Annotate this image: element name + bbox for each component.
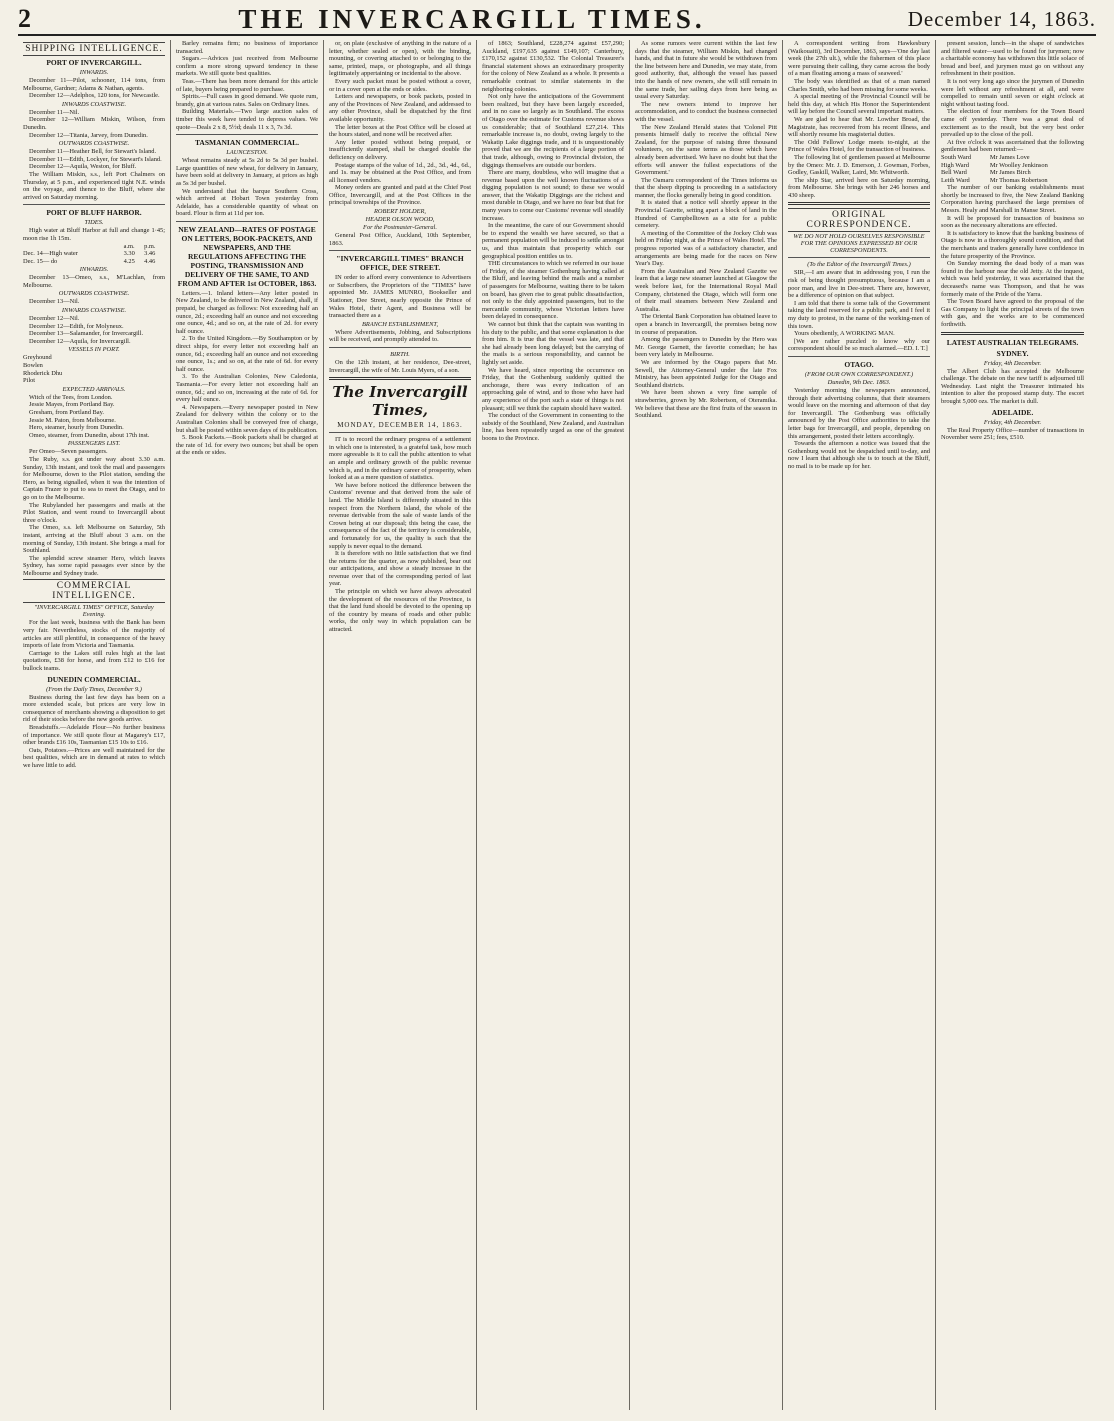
tide-table-head [23, 243, 165, 251]
tide-head-cell: a.m. [123, 242, 135, 250]
member-name: Mr Thomas Robertson [989, 176, 1048, 184]
expected-entry: Jessie Mayes, from Portland Bay. [29, 401, 115, 409]
news-paragraph: A correspondent writing from Hawkesbury (Waikouaiti), 3rd December, 1863, says—'One day last week (the 27th ult.), while the fishermen of this place were pursuing their calling, they came across the body of a man floating among a mass of seaweed.' [788, 40, 930, 78]
arrival-entry: December 13—Salamander, for Invercargill. [29, 330, 144, 338]
signature: HEADER OLSON WOOD, [365, 216, 435, 224]
commercial-paragraph: Building Materials.—Two large auction sales of timber this week have tended to depress values. We quote—Deals 2 x 8, 5½d; deals 11 x 3, 7s 3d. [176, 108, 318, 131]
editorial-paragraph: We have heard, since reporting the occurrence on Friday, that the Gothenburg suddenly quitted the anchorage, there was every indication of an approaching gale of wind, and to those who have had any experience of the port such a state of things is not pleasant; still we think the captain should have waited. [482, 366, 624, 412]
news-paragraph: A meeting of the Committee of the Jockey Club was held on Friday night, at the Prince of Wales Hotel. The progress reported was of a satisfactory character, and arrangements are being made for the races on New Year's Day. [635, 229, 777, 268]
tasmanian-paragraph: We understand that the barque Southern Cross, which arrived at Hobart Town yesterday from Adelaide, has a considerable quantity of wheat on board. Flour is firm at 11d per ton. [176, 187, 318, 218]
news-paragraph: We have been shown a very fine sample of strawberries, grown by Mr. Robertson, of Oteramika. We believe that these are the first fruits of the season in Southland. [635, 389, 777, 420]
otago-paragraph: It is satisfactory to know that the banking business of Otago is now in a thoroughly sound condition, and that the merchants and traders generally have confidence in the future prosperity of the Province. [941, 229, 1084, 260]
column-1 [18, 40, 171, 1410]
editorial-dateline: MONDAY, DECEMBER 14, 1863. [337, 421, 463, 430]
postage-paragraph: The letter boxes at the Post Office will be closed at the hours stated, and none will be received after. [329, 123, 471, 139]
otago-paragraph: On Sunday morning the dead body of a man was found in the harbour near the old Jetty. At the inquest, which was held yesterday, it was ascertained that the deceased's name was Thompson, and that he was formerly mate of the Pride of the Yarra. [941, 260, 1084, 298]
column-3 [324, 40, 477, 1410]
election-row [941, 169, 1084, 177]
arrivals-label: INWARDS COASTWISE. [61, 307, 127, 315]
inwards-entry: December 12—Adelphos, 120 tons, for Newcastle. [29, 92, 160, 100]
otago-paragraph: Yesterday morning the newspapers announced, through their advertising columns, that their steamers would leave on the morning and afternoon of that day for Invercargill. The Gothenburg was officially announced by the Post Office authorities to take the letter bags for Invercargill, and people, depending on this arrangement, posted their letters accordingly. [788, 387, 930, 440]
commercial-paragraph: Spirits.—Full cases in good demand. We quote rum, brandy, gin at various rates. Sales on Ordinary lines. [176, 93, 318, 108]
vessel-name: Rhoderick Dhu [23, 369, 63, 377]
divider [176, 134, 318, 135]
sydney-telegram: The Albert Club has accepted the Melbourne challenge. The debate on the new tariff is adjourned till Wednesday. Last night the Treasurer intimated his intention to alter the proposed stamp duty. The escort brought 5,000 ozs. The market is dull. [941, 367, 1084, 405]
ward-name: High Ward [941, 161, 969, 169]
otago-paragraph: The number of our banking establishments must shortly be increased to five, the New Zealand Banking Corporation having purchased the large premises of Messrs. Healy and Marshall in Manse Street. [941, 184, 1084, 215]
vessel-name: Greyhound [23, 354, 52, 362]
editorial-paragraph: There are many, doubtless, who will imagine that a revenue based upon the well known fluctuations of a digging population is not sound; to these we would answer, that the Wakatip Diggings are the richest and most durable in Otago, and we have no fear but that for many years to come our Customs' revenue will steadily increase. [482, 169, 624, 222]
arrival-entry: December 12—Nil. [29, 315, 80, 323]
tide-head-cell [23, 243, 124, 251]
shipping-paragraph: The splendid screw steamer Hero, which leaves Sydney, has some rapid passages ever since by the Melbourne and Sydney trade. [23, 554, 165, 577]
commercial-office: "INVERCARGILL TIMES" OFFICE, Saturday Evening. [34, 604, 154, 619]
election-row [941, 177, 1084, 185]
editorial-paragraph: In the meantime, the care of our Government should be to expend the wealth we have secured, so that a permanent population will be induced to settle amongst us, and thus maintain that prosperity which our geographical position entitles us to. [482, 222, 624, 260]
commercial-heading: COMMERCIAL INTELLIGENCE. [23, 579, 165, 603]
outwards-label: OUTWARDS COASTWISE. [58, 140, 130, 148]
editorial-paragraph: IT is to record the ordinary progress of a settlement in which one is interested, is a grateful task, how much more agreeable is it to call the public attention to what an ample and ordinary growth of the public revenue which is, and in the ordinary career of prosperity, when looked at as a mere question of statistics. [329, 436, 471, 482]
inwards-label: INWARDS. [79, 69, 109, 76]
editorial-paragraph: The conduct of the Government in consenting to the subsidy of the Southland, New Zealand, and Australian line, has been repeatedly urged as one of the greatest boons to the Province. [482, 412, 624, 442]
ward-name: South Ward [941, 153, 972, 161]
letter-paragraph: Yours obediently, A WORKING MAN. [794, 330, 895, 338]
otago-paragraph: present session, lunch—in the shape of sandwiches and filtered water—used to be found for jurymen; now a charitable economy has withdrawn this little solace of bread and beef, and jurymen must go on without any refreshment in their position. [941, 40, 1084, 78]
vessels-label: VESSELS IN PORT. [68, 346, 120, 354]
election-row [941, 154, 1084, 162]
tide-cell: 3.30 [123, 250, 135, 258]
postage-paragraph: Any letter posted without being prepaid, or insufficiently stamped, shall be charged double the deficiency on delivery. [329, 138, 471, 161]
otago-heading: OTAGO. [844, 360, 874, 369]
editorial-paragraph: Not only have the anticipations of the Government been realized, but they have been largely exceeded, and in no case so largely as in Southland. The excess of Otago over the estimate for Customs revenue shows us considerable; that of Southland £27,214. This remarkable increase is, no doubt, owing largely to the Wakatip Lake diggings trade, and it is unquestionably proved that we are the recipients of a large portion of that trade, although, owing to Provincial division, the diggings themselves are outside our borders. [482, 93, 624, 169]
divider [941, 332, 1084, 335]
tides-label: TIDES. [84, 219, 104, 227]
postage-paragraph: 2. To the United Kingdom.—By Southampton or by direct ships, for every letter not exceeding half an ounce, 6d.; exceeding half an ounce and not exceeding one ounce, 1s.; and so on, at the rate of 6d. for every half ounce. [176, 335, 318, 373]
outwards-label-2: OUTWARDS COASTWISE. [58, 290, 130, 298]
news-paragraph: The following list of gentlemen passed at Melbourne by the Omeo: Mr. J. D. Emerson, J. Gowman, Forbes, Godley, Gaskill, Walker, Laird, Mr. Whitworth. [788, 153, 930, 177]
divider [788, 202, 930, 205]
otago-date: Dunedin, 9th Dec. 1863. [827, 379, 891, 386]
tide-row [23, 250, 165, 258]
tasmanian-heading: TASMANIAN COMMERCIAL. [194, 138, 300, 148]
letter-paragraph: SIR,—I am aware that in addressing you, I run the risk of being thought presumptuous, because I am a poor man, and live in Dee-street. There are, however, be a difference of opinion on that subject. [788, 269, 930, 300]
branch-office-text: IN order to afford every convenience to Advertisers or Subscribers, the Proprietors of the "TIMES" have appointed Mr. JAMES MUNRO, Bookseller and Stationer, Dee Street, nearly opposite the Prince of Wales Hotel, their Agent, and Business will be transacted there as a [329, 274, 471, 320]
tide-cell: Dec. 15— do [23, 257, 58, 265]
divider [788, 257, 930, 258]
passengers-entry: Per Omeo—Seven passengers. [29, 448, 108, 456]
outwards-entry: December 11—Edith, Lockyer, for Stewart's Island. [29, 155, 162, 163]
otago-paragraph: It is not very long ago since the jurymen of Dunedin were left without any refreshment at all, and were compelled to remain until seven or eight o'clock at night without tasting food. [941, 77, 1084, 108]
news-paragraph: Among the passengers to Dunedin by the Hero was Mr. George Garnett, the favorite comedian; he has been very lately in Melbourne. [635, 336, 777, 359]
editorial-paper-title: The Invercargill Times, [332, 383, 468, 420]
shipping-paragraph: The Rubylanded her passengers and mails at the Pilot Station, and went round to Invercargill about three o'clock. [23, 501, 165, 524]
port-heading: PORT OF INVERCARGILL. [46, 58, 142, 67]
tide-cell: Dec. 14—High water [23, 250, 78, 258]
columns [18, 40, 1096, 1410]
election-table [941, 154, 1084, 184]
tasmanian-paragraph: Wheat remains steady at 5s 2d to 5s 3d per bushel. Large quantities of new wheat, for delivery in January, have been sold at delivery in January, at prices as high as 5s 3d per bushel. [176, 157, 318, 187]
news-paragraph: The new owners intend to improve her accommodation, and to conduct the business connected with the vessel. [635, 100, 777, 123]
news-paragraph: The body was identified as that of a man named Charles Smith, who had been missing for some weeks. [788, 77, 930, 93]
column-5 [630, 40, 783, 1410]
correspondence-heading: ORIGINAL CORRESPONDENCE. [788, 208, 930, 232]
vessel-name: Bowlen [23, 362, 43, 370]
member-name: Mr James Birch [989, 169, 1031, 177]
news-paragraph: The Odd Fellows' Lodge meets to-night, at the Prince of Wales Hotel, for the transaction of business. [788, 138, 930, 154]
news-paragraph: From the Australian and New Zealand Gazette we learn that a large new steamer launched at Glasgow the week before last, for the International Royal Mail Company, christened the Otago, which will form one of their mail steamers between New Zealand and Australia. [635, 267, 777, 313]
column-2 [171, 40, 324, 1410]
letter-paragraph: I am told that there is some talk of the Government taking the land reserved for a public park, and I feel it my duty to protest, in the name of the working-men of this town. [788, 299, 930, 330]
adelaide-date: Friday, 4th December. [983, 418, 1042, 426]
tide-cell: 4.25 [123, 257, 135, 265]
correspondence-note: WE DO NOT HOLD OURSELVES RESPONSIBLE FOR THE OPINIONS EXPRESSED BY OUR CORRESPONDENTS. [793, 233, 925, 255]
editorial-paragraph: We cannot but think that the captain was wanting in his duty to the public, and that some explanation is due from him. It is true that the vessel was late, and that she had already been long delayed; but the carrying of the mails is a serious responsibility, and cannot be lightly set aside. [482, 320, 624, 366]
editorial-paragraph: It is therefore with no little satisfaction that we find the returns for the quarter, as now published, bear out our anticipations, and show a steady increase in the revenue over that of the corresponding period of last year. [329, 550, 471, 588]
divider [176, 221, 318, 222]
shipping-paragraph: The Omeo, s.s. left Melbourne on Saturday, 5th instant, arriving at the Bluff about 3 a.m. on the morning of Sunday, 13th instant. She brings a mail for Southland. [23, 524, 165, 555]
sydney-date: Friday, 4th December. [983, 359, 1042, 367]
editorial-paragraph: of 1863; Southland, £228,274 against £57,290; Auckland, £197,635 against £149,107; Canterbury, £170,152 against £130,532. The Colonial Treasurer's financial statement shows an extraordinary prosperity for the colony of New Zealand as a whole. It presents a remarkable contrast to similar statements in the neighboring colonies. [482, 40, 624, 93]
expected-entry: Gresham, from Portland Bay. [29, 409, 105, 416]
vessel-name: Pilot [23, 377, 36, 385]
postage-paragraph: or, on plate (exclusive of anything in the nature of a letter, whether sealed or open), with the binding, mounting, or covering attached to or belonging to the same, printed, maps, or photographs, and all things legitimately appertaining or incidental to the above. [329, 40, 471, 78]
editorial-paragraph: We have before noticed the difference between the Customs' revenue and that derived from the sale of land. The Middle Island is differently situated in this respect from the Northern Island, the whole of the revenue derivable from the sale of waste lands of the Crown being at our disposal; this being the case, the consequence of the fact of the territory is considerable, and fortunately for us, the quality is such that the supply is never equal to the demand. [329, 481, 471, 550]
ward-name: Bell Ward [941, 169, 967, 177]
outwards-entry: December 12—Aquila, Weston, for Bluff. [29, 163, 137, 171]
coastwise-label: INWARDS COASTWISE. [61, 100, 127, 108]
divider [329, 347, 471, 348]
divider [329, 250, 471, 251]
otago-sub: (FROM OUR OWN CORRESPONDENT.) [804, 371, 914, 378]
outwards-entry: December 13—Nil. [29, 298, 80, 306]
postage-paragraph: Every such packet must be posted without a cover, or in a cover open at the ends or sides. [329, 77, 471, 93]
inwards-entry: December 13—Omeo, s.s., M'Lachlan, from Melbourne. [23, 274, 165, 289]
commercial-lead: Barley remains firm; no business of importance transacted. [176, 40, 318, 55]
editorial-paragraph: THE circumstances to which we referred in our issue of Friday, of the steamer Gothenburg having called at the Bluff, and leaving behind the mails and a number of passengers for Melbourne, waiting there to be taken on board, has given rise to great public dissatisfaction, not only to the duly appointed passengers, but to the mercantile community, whose Victorian letters have been delayed in consequence. [482, 260, 624, 321]
column-7 [936, 40, 1089, 1410]
signature-role: For the Postmaster-General. [363, 224, 437, 232]
adelaide-telegram: The Real Property Office—number of transactions in November were 251; fees, £510. [941, 426, 1084, 442]
birth-notice: On the 12th instant, at her residence, Dee-street, Invercargill, the wife of Mr. Louis Myers, of a son. [329, 359, 471, 374]
postage-heading: NEW ZEALAND—RATES OF POSTAGE ON LETTERS, BOOK-PACKETS, AND NEWSPAPERS, AND THE REGULATIONS AFFECTING THE POSTING, TRANSMISSION AND DELIVERY OF THE SAME, TO AND FROM AND AFTER 1st OCTOBER, 1863. [177, 224, 317, 288]
otago-paragraph: The election of four members for the Town Board came off yesterday. There was a great deal of excitement as to the result, but the very best order prevailed up to the close of the poll. [941, 108, 1084, 139]
masthead [18, 4, 1096, 36]
otago-paragraph: The Town Board have agreed to the proposal of the Gas Company to light the principal streets of the town with gas, and the works are to be commenced forthwith. [941, 298, 1084, 328]
news-paragraph: The Oriental Bank Corporation has obtained leave to open a branch in Invercargill, the premises being now in course of preparation. [635, 313, 777, 336]
dunedin-source: (From the Daily Times, December 9.) [46, 685, 142, 693]
news-paragraph: It is stated that a notice will shortly appear in the Provincial Gazette, setting apart a block of land in the Hundred of Campbelltown as a site for a public cemetery. [635, 199, 777, 230]
postage-paragraph: Letters and newspapers, or book packets, posted in any of the Provinces of New Zealand, and addressed to any other Province, shall be dispatched by the first available opportunity. [329, 93, 471, 123]
tasmanian-sub: LAUNCESTON. [226, 149, 268, 157]
passengers-label: PASSENGERS LIST. [67, 440, 121, 448]
shipping-heading: SHIPPING INTELLIGENCE. [23, 42, 165, 56]
tide-cell: 4.46 [144, 257, 156, 265]
news-paragraph: We are glad to hear that Mr. Lowther Broad, the Magistrate, has recovered from his recent illness, and will shortly resume his magisterial duties. [788, 115, 930, 139]
inwards-label-2: INWARDS. [79, 266, 109, 274]
expected-entry: Witch of the Tees, from London. [29, 393, 113, 401]
branch-office-heading: "INVERCARGILL TIMES" BRANCH OFFICE, DEE STREET. [336, 254, 464, 273]
page-number: 2 [18, 4, 31, 33]
arrival-entry: December 12—Edith, for Molyneux. [29, 322, 124, 330]
otago-paragraph: Towards the afternoon a notice was issued that the Gothenburg would not be despatched until to-day, and now I learn that although she is to touch at the Bluff, no mail is to be made up for her. [788, 440, 930, 470]
postage-paragraph: 4. Newspapers.—Every newspaper posted in New Zealand for delivery within the colony or to the Australian Colonies shall be conveyed free of charge, but shall be posted within seven days of its publication. [176, 403, 318, 434]
shipping-paragraph: The Ruby, s.s. got under way about 3.30 a.m. Sunday, 13th instant, and took the mail and passengers for Melbourne, down to the Pilot station, sending the Hero, as being signalled, when it was the intention of Captain Frazer to put to sea to meet the Otago, and to go on to the Melbourne. [23, 455, 165, 501]
tides-note: High water at Bluff Harbor at full and change 1·45; moon rise 1h 15m. [23, 227, 165, 242]
divider [788, 356, 930, 357]
postage-paragraph: Money orders are granted and paid at the Chief Post Office, Invercargill, and at the Post Offices in the principal townships of the Province. [329, 184, 471, 207]
tide-row [23, 258, 165, 266]
branch-office-text: Where Advertisements, Jobbing, and Subscriptions will be received, and promptly attended to. [329, 328, 471, 344]
member-name: Mr Woolley Jenkinson [989, 161, 1048, 169]
news-paragraph: A special meeting of the Provincial Council will be held this day, at which His Honor the Superintendent will lay before the Council several important matters. [788, 93, 930, 116]
newspaper-title: THE INVERCARGILL TIMES. [238, 3, 706, 34]
bluff-heading: PORT OF BLUFF HARBOR. [46, 208, 142, 218]
dunedin-paragraph: Oats, Potatoes.—Prices are well maintained for the best qualities, which are in demand at rates to which we have little to add. [23, 746, 165, 769]
commercial-paragraph: Teas.—There has been more demand for this article of late, buyers being prepared to purchase. [176, 77, 318, 93]
birth-label: BIRTH. [390, 351, 410, 358]
expected-entry: Jessie M. Paton, from Melbourne. [29, 416, 116, 424]
outwards-entry: December 11—Heather Bell, for Stewart's Island. [29, 148, 157, 156]
postage-paragraph: 5. Book Packets.—Book packets shall be charged at the rate of 1d. for every two ounces; but shall be open at the ends or sides. [176, 434, 318, 457]
news-paragraph: The ship Star, arrived here on Saturday morning, from Melbourne. She brings with her 246 horses and 430 sheep. [788, 176, 930, 199]
branch-label: BRANCH ESTABLISHMENT, [361, 320, 439, 328]
dunedin-commercial-heading: DUNEDIN COMMERCIAL. [47, 674, 141, 684]
tide-table [23, 243, 165, 266]
commercial-paragraph: For the last week, business with the Bank has been very fair. Nevertheless, stocks of the majority of articles are still plentiful, in consequence of the heavy imports of late from Victoria and Tasmania. [23, 619, 165, 650]
adelaide-heading: ADELAIDE. [991, 407, 1034, 417]
divider [329, 377, 471, 380]
news-paragraph: As some rumors were current within the last few days that the steamer, William Miskin, had changed hands, and that in future she would be withdrawn from the line between here and Dunedin, we may state, from good authority, that, although the vessel has passed into the hands of new owners, she will still remain in the same trade, her sailing days from here being as usual every Saturday. [635, 40, 777, 101]
tide-cell: 3.46 [144, 250, 156, 258]
letter-salutation: (To the Editor of the Invercargill Times.) [807, 261, 911, 269]
news-paragraph: The New Zealand Herald states that 'Colonel Pitt presents himself daily to receive the official New Zealand, for the purpose of raising three thousand volunteers, on the same terms as those which have already been advertised. We have no doubt but that the efforts will answer the fullest expectations of the Government.' [635, 123, 777, 177]
commercial-paragraph: Carriage to the Lakes still rules high at the last quotations, £38 for horse, and from £12 to £16 for bullock teams. [23, 649, 165, 673]
postage-paragraph: Postage stamps of the value of 1d., 2d., 3d., 4d., 6d., and 1s. may be obtained at the Post Office, and from all licensed vendors. [329, 161, 471, 184]
election-intro: At five o'clock it was ascertained that the following gentlemen had been returned:— [941, 138, 1084, 154]
expected-entry: Omeo, steamer, from Dunedin, about 17th inst. [29, 431, 150, 439]
election-row [941, 162, 1084, 170]
column-6 [783, 40, 936, 1410]
ward-name: Leith Ward [941, 176, 970, 184]
divider [23, 204, 165, 205]
column-4 [477, 40, 630, 1410]
coastwise-entry: December 11—Nil. [29, 108, 80, 116]
telegrams-heading: LATEST AUSTRALIAN TELEGRAMS. [946, 337, 1079, 347]
shipping-notice: The William Miskin, s.s., left Port Chalmers on Thursday, at 5 p.m., and experienced tight N.E. winds on the voyage, and thence to the Bluff, where she arrived on Saturday morning. [23, 170, 165, 201]
tide-head-cell: p.m. [144, 242, 156, 250]
sydney-heading: SYDNEY. [996, 348, 1029, 358]
coastwise-entry: December 12—Titania, Jarvey, from Dunedin. [29, 131, 148, 139]
expected-entry: Hero, steamer, hourly from Dunedin. [29, 424, 124, 432]
dunedin-paragraph: Business during the last few days has been on a more extended scale, but prices are very low in consequence of merchants showing a disposition to get rid of their stocks before the new goods arrive. [23, 693, 165, 724]
editorial-paragraph: The principle on which we have always advocated the development of the resources of the Province, is that the land fund should be devoted to the opening up of the country by means of roads and other public works, the only way in which population can be attracted. [329, 588, 471, 634]
issue-date: December 14, 1863. [907, 6, 1096, 31]
inwards-entry: December 11—Pilot, schooner, 114 tons, from Melbourne, Gardner; Adams & Nathan, agents. [23, 77, 165, 92]
editor-note: [We are rather puzzled to know why our correspondent should be so much alarmed.—ED. I. T.] [788, 337, 930, 353]
postage-paragraph: Letters.—1. Inland letters—Any letter posted in New Zealand, to be delivered in New Zealand, shall, if prepaid, be charged as follows: Not exceeding half an ounce, 2d.; exceeding half an ounce and not exceeding one ounce, 4d.; and so on, at the rate of 2d. for every half ounce. [176, 289, 318, 335]
signature-place: General Post Office, Auckland, 10th September, 1863. [329, 232, 471, 247]
expected-label: EXPECTED ARRIVALS. [62, 385, 126, 393]
divider [329, 432, 471, 433]
arrival-entry: December 12—Aquila, for Invercargill. [29, 337, 131, 345]
dunedin-paragraph: Breadstuffs.—Adelaide Flour—No further business of importance. We still quote flour at Magarey's £17, other brands £16 10s, Tasmanian £15 10s to £16. [23, 724, 165, 747]
coastwise-entry: December 12—William Miskin, Wilson, from Dunedin. [23, 116, 165, 131]
postage-paragraph: 3. To the Australian Colonies, New Caledonia, Tasmania.—For every letter not exceeding half an ounce, 6d.; and so on, increasing at the rate of 6d. for every half ounce. [176, 373, 318, 404]
otago-paragraph: It will be proposed for transaction of business so soon as the necessary alterations are effected. [941, 214, 1084, 230]
commercial-paragraph: Sugars.—Advices just received from Melbourne confirm a more strong upward tendency in these markets. We still quote best qualities. [176, 55, 318, 78]
signature: ROBERT HOLDER, [373, 208, 427, 216]
news-paragraph: We are informed by the Otago papers that Mr. Sewell, the Attorney-General under the late Fox Ministry, has been appointed Judge for the Otago and Southland districts. [635, 358, 777, 389]
member-name: Mr James Love [989, 153, 1030, 161]
news-paragraph: The Oamaru correspondent of the Times informs us that the sheep dipping is proceeding in a satisfactory manner, the flocks generally being in good condition. [635, 176, 777, 199]
